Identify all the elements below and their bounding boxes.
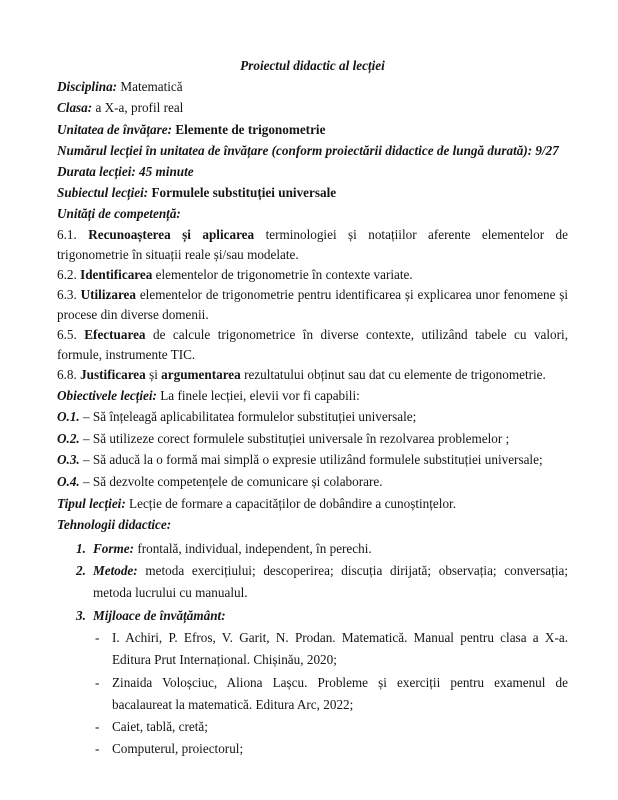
competency-item	[57, 325, 568, 365]
item-number: 2.	[76, 563, 86, 579]
field-value: Lecție de formare a capacităților de dobândire a cunoștințelor.	[129, 495, 457, 511]
field-label: Disciplina:	[57, 79, 118, 95]
item-label: Metode:	[93, 563, 138, 579]
objective-code: O.3.	[57, 452, 80, 468]
objective-text: – Să înțeleagă aplicabilitatea formulelor substituției universale;	[83, 409, 417, 425]
objective-code: O.1.	[57, 409, 80, 425]
field-label: Numărul lecției în unitatea de învățare (conform proiectării didactice de lungă durată):	[57, 142, 533, 158]
dash-bullet-icon: -	[95, 741, 100, 757]
field-value: Elemente de trigonometrie	[175, 121, 326, 137]
material-item	[57, 738, 568, 760]
objective-item	[57, 428, 568, 450]
field-value: a X-a, profil real	[95, 100, 184, 116]
objective-item	[57, 406, 568, 428]
item-number: 3.	[76, 607, 86, 623]
material-text: Computerul, proiectorul;	[112, 741, 244, 757]
technologies-heading	[57, 514, 568, 536]
objectives-heading	[57, 385, 568, 407]
material-text: I. Achiri, P. Efros, V. Garit, N. Prodan. Matematică. Manual pentru clasa a X-a. Editura Prut Internațional. Chișinău, 2020;	[112, 629, 568, 668]
dash-bullet-icon: -	[95, 719, 100, 735]
document-title: Proiectul didactic al lecției	[240, 58, 385, 73]
competency-keyword: Identificarea	[80, 266, 153, 282]
competency-keyword: Utilizarea	[80, 286, 137, 302]
competency-text: terminologiei și notațiilor aferente elementelor de trigonometrie în situații reale și/sau modelate.	[57, 226, 568, 262]
field-label: Obiectivele lecției:	[57, 387, 157, 403]
field-label: Unitatea de învățare:	[57, 121, 173, 137]
field-subject	[57, 182, 568, 203]
objective-code: O.4.	[57, 474, 80, 489]
competency-text: rezultatului obținut sau dat cu elemente de trigonometrie.	[244, 366, 546, 382]
field-duration	[57, 161, 568, 182]
competency-item	[57, 265, 568, 285]
dash-bullet-icon: -	[95, 674, 100, 690]
material-item	[57, 672, 568, 717]
competency-number: 6.2.	[57, 266, 77, 282]
field-learning-unit	[57, 119, 568, 140]
competencies-heading	[57, 203, 568, 224]
objective-item	[57, 449, 568, 471]
competency-item	[57, 225, 568, 265]
competency-text: elementelor de trigonometrie pentru identificarea și explicarea unor fenomene și procese din diverse domenii.	[57, 286, 569, 322]
objective-code: O.2.	[57, 430, 80, 446]
competency-number: 6.3.	[57, 286, 77, 302]
technology-item	[57, 605, 568, 627]
competency-text: elementelor de trigonometrie în contexte variate.	[155, 266, 413, 282]
item-label: Mijloace de învățământ:	[93, 607, 226, 623]
competency-conjunction: și	[149, 366, 158, 382]
competency-text: de calcule trigonometrice în diverse contexte, utilizând tabele cu valori, formule, instrumente TIC.	[57, 326, 569, 362]
item-text: frontală, individual, independent, în perechi.	[137, 540, 372, 556]
field-label: Subiectul lecției:	[57, 185, 149, 201]
competency-number: 6.5.	[57, 326, 77, 342]
material-text: Zinaida Voloșciuc, Aliona Lașcu. Probleme și exerciții pentru examenul de bacalaureat la matematică. Editura Arc, 2022;	[112, 674, 568, 712]
competency-keyword: Efectuarea	[84, 326, 146, 342]
item-label: Forme:	[93, 540, 135, 556]
field-label: Tipul lecției:	[57, 495, 126, 511]
technology-item	[57, 560, 568, 605]
competency-number: 6.1.	[57, 226, 77, 242]
section-heading: Unități de competență:	[57, 206, 181, 222]
dash-bullet-icon: -	[95, 629, 100, 645]
field-lesson-type	[57, 493, 568, 515]
competency-keyword: Recunoașterea și aplicarea	[88, 226, 255, 242]
technology-item	[57, 538, 568, 560]
competency-number: 6.8.	[57, 366, 77, 382]
material-text: Caiet, tablă, cretă;	[112, 719, 208, 735]
competency-item	[57, 365, 568, 385]
document-page	[57, 55, 568, 761]
field-discipline	[57, 76, 568, 97]
field-value: Matematică	[120, 79, 183, 95]
material-item	[57, 627, 568, 672]
field-value: 9/27	[535, 142, 559, 158]
field-class	[57, 97, 568, 118]
objective-text: – Să utilizeze corect formulele substituției universale în rezolvarea problemelor ;	[83, 430, 510, 446]
item-text: metoda exercițiului; descoperirea; discuția dirijată; observația; conversația; metoda lucrului cu manualul.	[93, 563, 568, 601]
field-value: Formulele substituției universale	[151, 185, 337, 201]
field-value: 45 minute	[139, 164, 194, 180]
section-heading: Tehnologii didactice:	[57, 517, 172, 533]
item-number: 1.	[76, 540, 86, 556]
competency-keyword: argumentarea	[161, 366, 241, 382]
objective-item	[57, 471, 568, 493]
objective-text: – Să dezvolte competențele de comunicare și colaborare.	[83, 474, 383, 489]
technologies-list	[57, 538, 568, 761]
competency-item	[57, 285, 568, 325]
field-lesson-number	[57, 140, 568, 161]
field-label: Clasa:	[57, 100, 93, 116]
objective-text: – Să aducă la o formă mai simplă o expresie utilizând formulele substituției universale;	[83, 452, 543, 468]
objectives-intro: La finele lecției, elevii vor fi capabili:	[160, 387, 360, 403]
field-label: Durata lecției:	[57, 164, 136, 180]
material-item	[57, 716, 568, 738]
competency-keyword: Justificarea	[80, 366, 146, 382]
